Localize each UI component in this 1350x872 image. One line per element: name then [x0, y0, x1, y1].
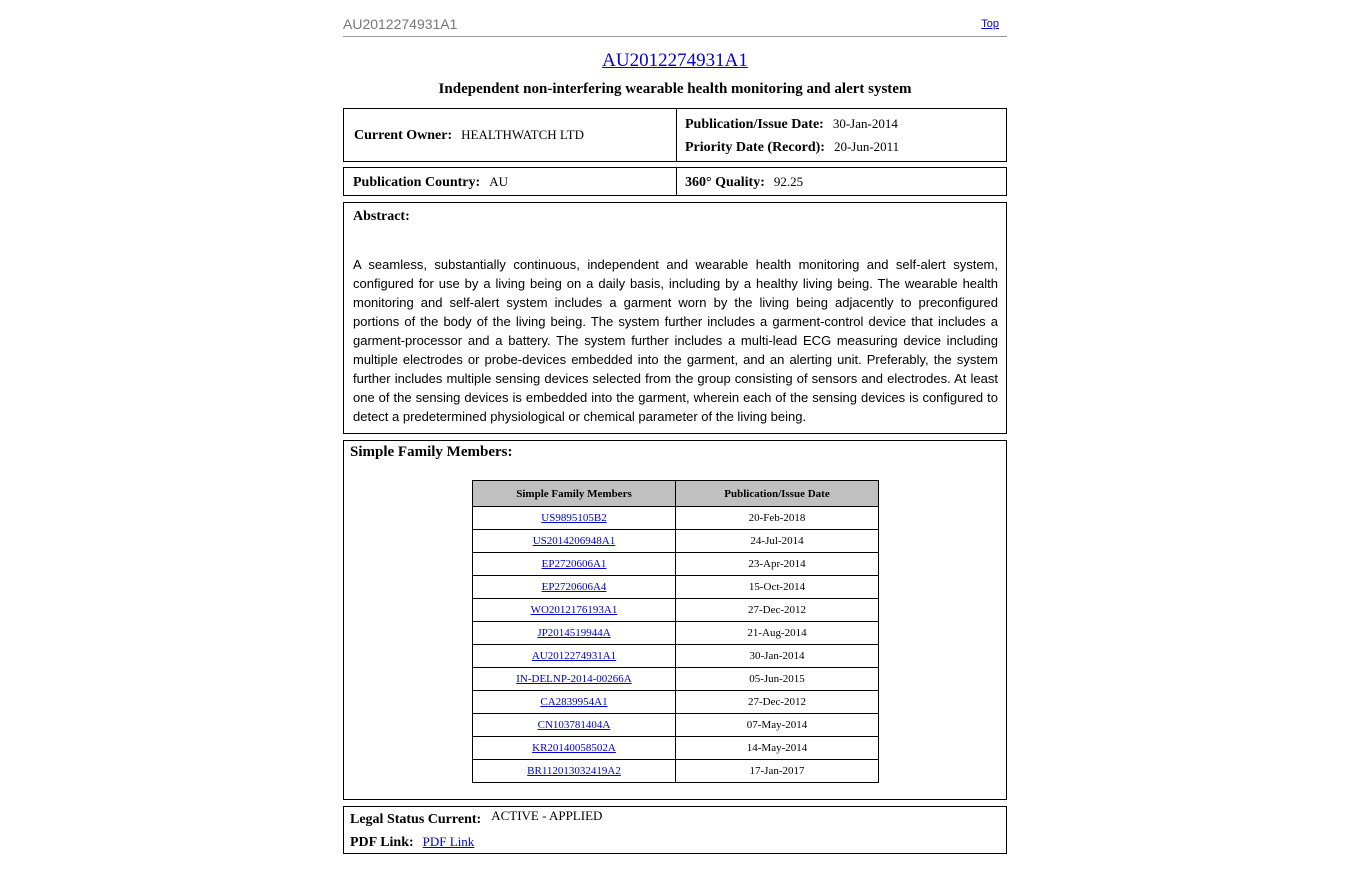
- country-cell: [344, 168, 677, 195]
- dates-cell: [677, 109, 1006, 161]
- publication-country-value: AU: [489, 174, 508, 189]
- publication-date-cell: 30-Jan-2014: [676, 645, 879, 668]
- table-row: [473, 668, 879, 691]
- publication-date-cell: 20-Feb-2018: [676, 507, 879, 530]
- pdf-link-label: PDF Link:: [350, 835, 414, 850]
- table-row: [473, 691, 879, 714]
- family-table-header-row: [473, 481, 879, 507]
- publication-date-cell: 17-Jan-2017: [676, 760, 879, 783]
- table-row: [473, 576, 879, 599]
- legal-box: [343, 806, 1007, 854]
- publication-date-cell: 14-May-2014: [676, 737, 879, 760]
- member-cell: [473, 530, 676, 553]
- table-row: [473, 737, 879, 760]
- header-doc-id: AU2012274931A1: [343, 16, 458, 32]
- abstract-box: [343, 202, 1007, 434]
- abstract-label: Abstract:: [353, 209, 410, 224]
- column-header-member: Simple Family Members: [473, 481, 676, 507]
- country-quality-box: [343, 167, 1007, 196]
- member-cell: [473, 737, 676, 760]
- legal-status-value: ACTIVE - APPLIED: [491, 808, 603, 823]
- table-row: [473, 507, 879, 530]
- family-member-link[interactable]: JP2014519944A: [537, 627, 611, 639]
- family-table: [472, 480, 879, 783]
- owner-dates-box: [343, 108, 1007, 162]
- member-cell: [473, 553, 676, 576]
- quality-label: 360° Quality:: [685, 175, 765, 190]
- top-link[interactable]: Top: [981, 18, 999, 30]
- current-owner-label: Current Owner:: [354, 128, 453, 143]
- quality-cell: [677, 168, 1006, 195]
- member-cell: [473, 760, 676, 783]
- table-row: [473, 599, 879, 622]
- table-row: [473, 714, 879, 737]
- member-cell: [473, 714, 676, 737]
- abstract-text: A seamless, substantially continuous, independent and wearable health monitoring and self-alert system, configured for use by a living being on a daily basis, including by a healthy living being. The wearable health monitoring and self-alert system includes a garment worn by the living being adjacently to preconfigured portions of the body of the living being. The system further includes a garment-control device that includes a garment-processor and a battery. The system further includes a multi-lead ECG measuring device including multiple electrodes or probe-devices embedded into the garment, and an alerting unit. Preferably, the system further includes multiple sensing devices selected from the group consisting of sensors and electrodes. At least one of the sensing devices is embedded into the garment, wherein each of the sensing devices is configured to detect a predetermined physiological or chemical parameter of the living being.: [353, 257, 998, 424]
- column-header-date: Publication/Issue Date: [676, 481, 879, 507]
- publication-date-label: Publication/Issue Date:: [685, 117, 824, 132]
- publication-date-cell: 15-Oct-2014: [676, 576, 879, 599]
- patent-subtitle: Independent non-interfering wearable health monitoring and alert system: [438, 81, 912, 97]
- priority-date-label: Priority Date (Record):: [685, 140, 825, 155]
- top-bar: [343, 16, 1007, 37]
- family-box: [343, 440, 1007, 800]
- family-table-body: [473, 507, 879, 783]
- table-row: [473, 760, 879, 783]
- table-row: [473, 553, 879, 576]
- member-cell: [473, 668, 676, 691]
- current-owner-value: HEALTHWATCH LTD: [461, 127, 585, 142]
- member-cell: [473, 576, 676, 599]
- family-member-link[interactable]: US9895105B2: [541, 512, 607, 524]
- table-row: [473, 530, 879, 553]
- family-member-link[interactable]: EP2720606A4: [541, 581, 607, 593]
- publication-date-cell: 07-May-2014: [676, 714, 879, 737]
- publication-date-cell: 27-Dec-2012: [676, 599, 879, 622]
- family-member-link[interactable]: CA2839954A1: [540, 696, 608, 708]
- family-member-link[interactable]: KR20140058502A: [532, 742, 616, 754]
- priority-date-value: 20-Jun-2011: [833, 139, 900, 154]
- table-row: [473, 622, 879, 645]
- publication-date-cell: 21-Aug-2014: [676, 622, 879, 645]
- publication-date-value: 30-Jan-2014: [832, 116, 898, 131]
- quality-value: 92.25: [773, 174, 804, 189]
- publication-date-cell: 05-Jun-2015: [676, 668, 879, 691]
- member-cell: [473, 645, 676, 668]
- family-member-link[interactable]: WO2012176193A1: [530, 604, 618, 616]
- family-member-link[interactable]: BR112013032419A2: [527, 765, 621, 777]
- family-label: Simple Family Members:: [350, 444, 513, 460]
- family-member-link[interactable]: US2014206948A1: [532, 535, 616, 547]
- family-member-link[interactable]: CN103781404A: [537, 719, 611, 731]
- legal-status-label: Legal Status Current:: [350, 812, 482, 827]
- family-member-link[interactable]: EP2720606A1: [541, 558, 607, 570]
- member-cell: [473, 599, 676, 622]
- publication-country-label: Publication Country:: [353, 175, 481, 190]
- family-member-link[interactable]: AU2012274931A1: [531, 650, 617, 662]
- publication-date-cell: 23-Apr-2014: [676, 553, 879, 576]
- publication-date-cell: 27-Dec-2012: [676, 691, 879, 714]
- owner-cell: [344, 109, 677, 161]
- member-cell: [473, 507, 676, 530]
- member-cell: [473, 622, 676, 645]
- pdf-link[interactable]: PDF Link: [422, 834, 475, 849]
- table-row: [473, 645, 879, 668]
- patent-title-link[interactable]: AU2012274931A1: [602, 50, 748, 71]
- publication-date-cell: 24-Jul-2014: [676, 530, 879, 553]
- member-cell: [473, 691, 676, 714]
- family-member-link[interactable]: IN-DELNP-2014-00266A: [516, 673, 632, 685]
